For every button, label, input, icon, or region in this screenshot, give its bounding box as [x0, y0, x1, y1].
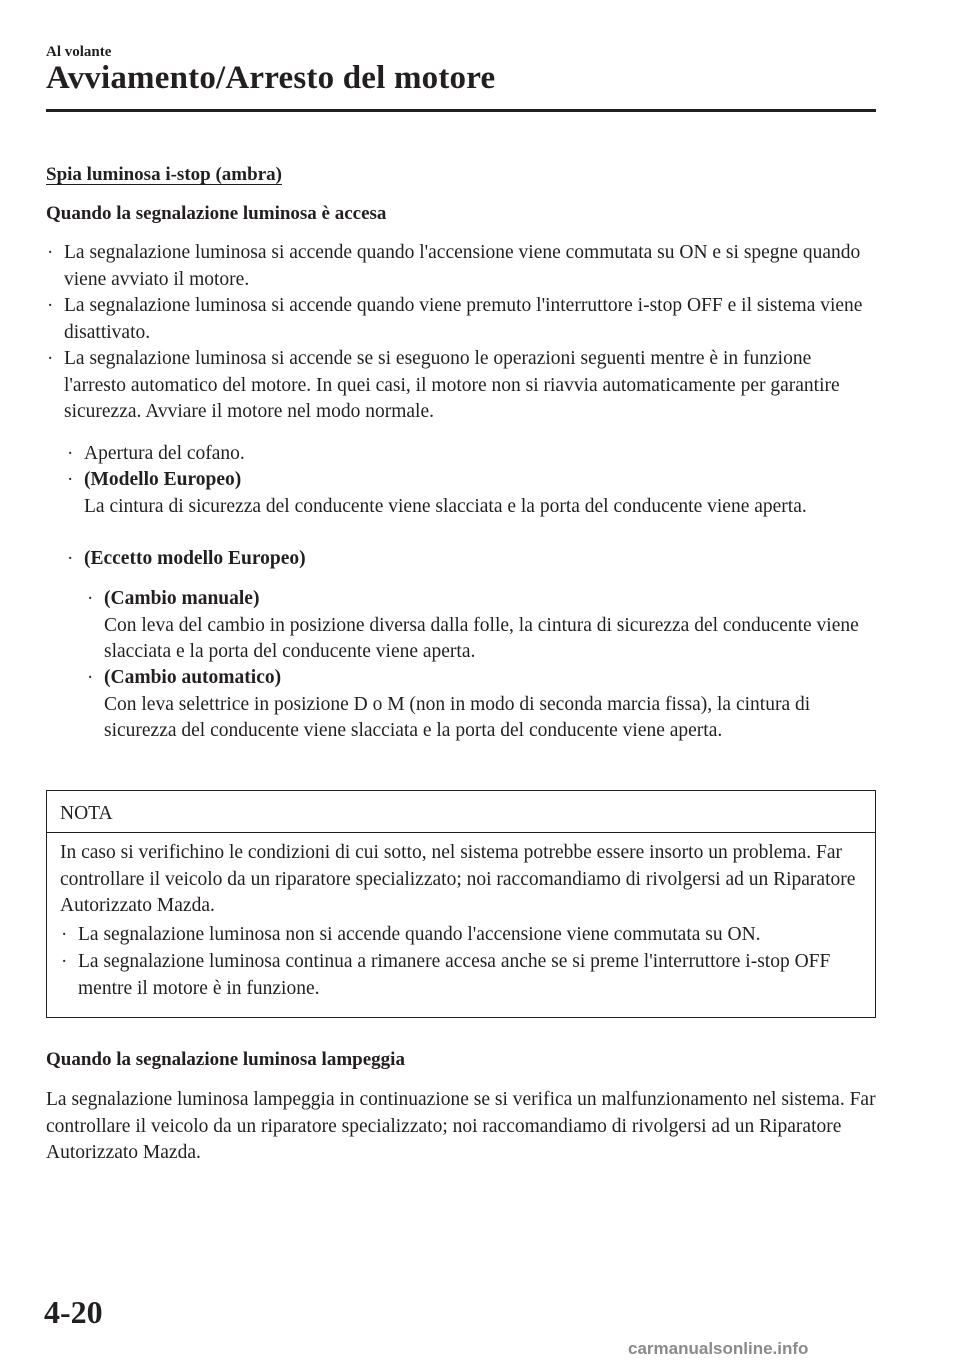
list-item	[87, 665, 874, 745]
list-item-text: Apertura del cofano.	[84, 443, 245, 464]
bullet-icon: ·	[67, 548, 74, 569]
list-item	[61, 922, 874, 949]
note-label: NOTA	[60, 803, 113, 824]
list-item-text: La segnalazione luminosa si accende quando viene premuto l'interruttore i-stop OFF e il sistema viene disattivato.	[64, 295, 863, 343]
list-item-text: La cintura di sicurezza del conducente viene slacciata e la porta del conducente viene aperta.	[84, 495, 807, 517]
when-flashing-heading: Quando la segnalazione luminosa lampeggia	[46, 1049, 405, 1070]
page-number: 4-20	[44, 1294, 103, 1330]
list-item-text: La segnalazione luminosa continua a rimanere accesa anche se si preme l'interruttore i-stop OFF mentre il motore è in funzione.	[78, 951, 831, 999]
bullet-icon: ·	[47, 295, 54, 316]
model-label: (Modello Europeo)	[84, 469, 242, 490]
list-item-text: La segnalazione luminosa non si accende quando l'accensione viene commutata su ON.	[78, 924, 761, 945]
when-flashing-text: La segnalazione luminosa lampeggia in continuazione se si verifica un malfunzionamento nel sistema. Far controllare il veicolo da un riparatore specializzato; noi raccomandiamo di rivolgersi ad un Riparatore Autorizzato Mazda.	[46, 1089, 876, 1163]
when-on-heading: Quando la segnalazione luminosa è accesa	[46, 203, 387, 224]
list-item	[87, 586, 874, 666]
list-item	[47, 293, 876, 346]
transmission-label: (Cambio manuale)	[104, 588, 260, 609]
note-box	[46, 790, 876, 1018]
bullet-icon: ·	[87, 667, 94, 688]
bullet-icon: ·	[87, 588, 94, 609]
list-item-text: La segnalazione luminosa si accende quando l'accensione viene commutata su ON e si spegne quando viene avviato il motore.	[64, 242, 861, 290]
list-item-text: Con leva selettrice in posizione D o M (non in modo di seconda marcia fissa), la cintura di sicurezza del conducente viene slacciata e la porta del conducente viene aperta.	[104, 693, 811, 741]
list-item	[61, 949, 848, 1002]
list-item	[67, 546, 874, 573]
bullet-icon: ·	[47, 348, 54, 369]
bullet-icon: ·	[61, 951, 68, 972]
chapter-title: Avviamento/Arresto del motore	[46, 60, 496, 96]
bullet-icon: ·	[61, 924, 68, 945]
list-item	[67, 467, 874, 520]
header-rule	[46, 109, 876, 112]
bullet-icon: ·	[67, 443, 74, 464]
section-label: Al volante	[46, 44, 112, 60]
subheading: Spia luminosa i-stop (ambra)	[46, 164, 282, 185]
transmission-label: (Cambio automatico)	[104, 667, 282, 688]
list-item	[47, 240, 876, 293]
bullet-icon: ·	[67, 469, 74, 490]
note-body: In caso si verifichino le condizioni di cui sotto, nel sistema potrebbe essere insorto un problema. Far controllare il veicolo da un riparatore specializzato; noi raccomandiamo di rivolgersi ad un Riparatore Autorizzato Mazda.	[60, 842, 856, 916]
watermark: carmanualsonline.info	[628, 1339, 809, 1358]
list-item-text: La segnalazione luminosa si accende se si eseguono le operazioni seguenti mentre è in funzione l'arresto automatico del motore. In quei casi, il motore non si riavvia automaticamente per garantire sicurezza. Avviare il motore nel modo normale.	[64, 348, 840, 422]
list-item	[67, 441, 874, 468]
list-item-text: Con leva del cambio in posizione diversa dalla folle, la cintura di sicurezza del conducente viene slacciata e la porta del conducente viene aperta.	[104, 614, 859, 662]
bullet-icon: ·	[47, 242, 54, 263]
model-label: (Eccetto modello Europeo)	[84, 548, 306, 569]
note-divider	[47, 832, 875, 833]
list-item	[47, 346, 876, 426]
